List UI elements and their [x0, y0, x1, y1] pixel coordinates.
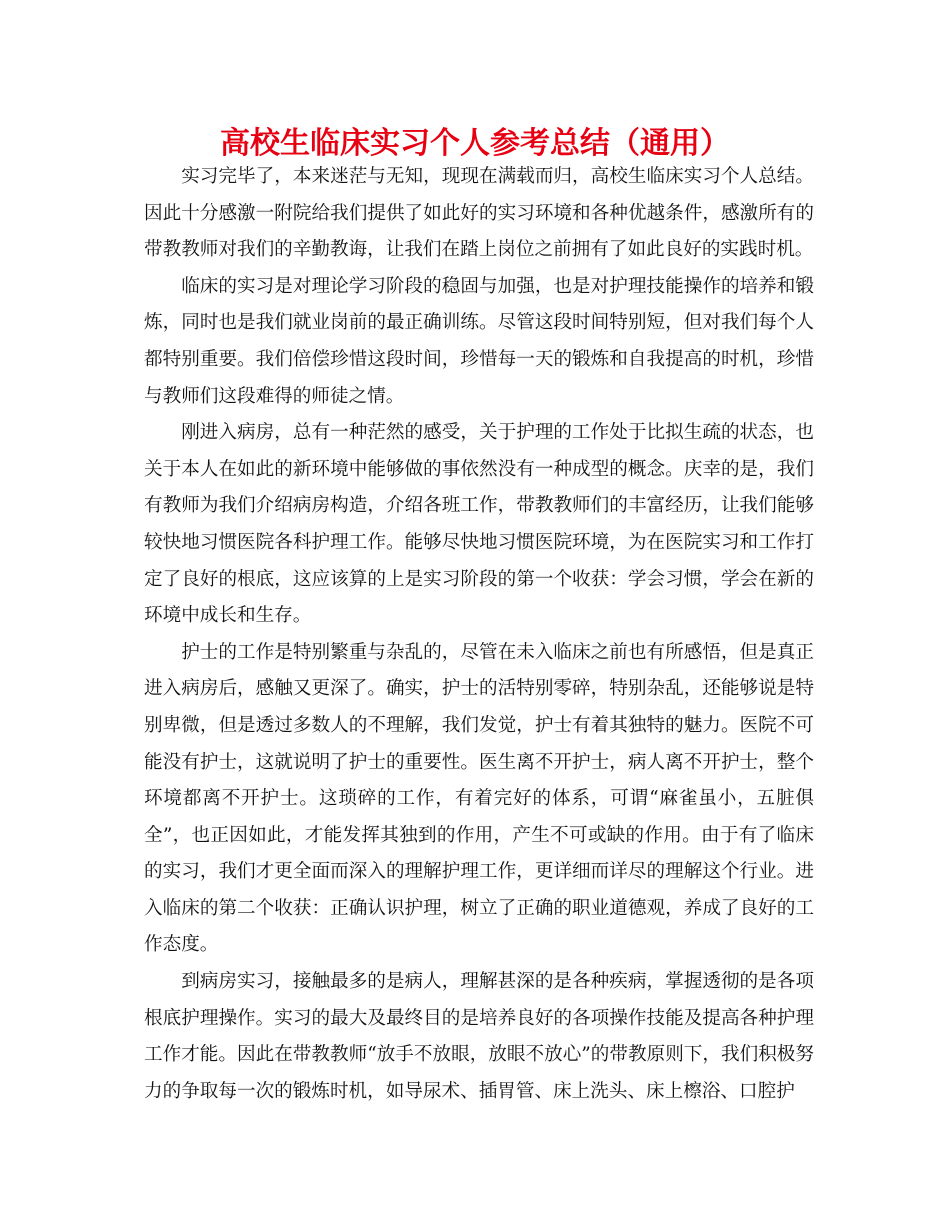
document-title: 高校生临床实习个人参考总结（通用）	[220, 126, 730, 161]
paragraph-5: 到病房实习，接触最多的是病人，理解甚深的是各种疾病，掌握透彻的是各项根底护理操作。实习的最大及最终目的是培养良好的各项操作技能及提高各种护理工作才能。因此在带教教师“放手不放眼，放眼不放心”的带教原则下，我们积极努力的争取每一次的锻炼时机，如导尿术、插胃管、床上洗头、床上檫浴、口腔护	[144, 971, 814, 1102]
paragraph-2: 临床的实习是对理论学习阶段的稳固与加强，也是对护理技能操作的培养和锻炼，同时也是我们就业岗前的最正确训练。尽管这段时间特别短，但对我们每个人都特别重要。我们倍偿珍惜这段时间，珍惜每一天的锻炼和自我提高的时机，珍惜与教师们这段难得的师徒之情。	[144, 275, 814, 407]
paragraph-4: 护士的工作是特别繁重与杂乱的，尽管在未入临床之前也有所感悟，但是真正进入病房后，感触又更深了。确实，护士的活特别零碎，特别杂乱，还能够说是特别卑微，但是透过多数人的不理解，我们发觉，护士有着其独特的魅力。医院不可能没有护士，这就说明了护士的重要性。医生离不开护士，病人离不开护士，整个环境都离不开护士。这琐碎的工作，有着完好的体系，可谓“麻雀虽小，五脏俱全”，也正因如此，才能发挥其独到的作用，产生不可或缺的作用。由于有了临床的实习，我们才更全面而深入的理解护理工作，更详细而详尽的理解这个行业。进入临床的第二个收获：正确认识护理，树立了正确的职业道德观，养成了良好的工作态度。	[144, 641, 814, 956]
paragraph-1: 实习完毕了，本来迷茫与无知，现现在满载而归，高校生临床实习个人总结。因此十分感激一附院给我们提供了如此好的实习环境和各种优越条件，感激所有的带教教师对我们的辛勤教诲，让我们在踏上岗位之前拥有了如此良好的实践时机。	[144, 166, 814, 261]
paragraph-3: 刚进入病房，总有一种茫然的感受，关于护理的工作处于比拟生疏的状态，也关于本人在如此的新环境中能够做的事依然没有一种成型的概念。庆幸的是，我们有教师为我们介绍病房构造，介绍各班工作，带教教师们的丰富经历，让我们能够较快地习惯医院各科护理工作。能够尽快地习惯医院环境，为在医院实习和工作打定了良好的根底，这应该算的上是实习阶段的第一个收获：学会习惯，学会在新的环境中成长和生存。	[144, 422, 814, 627]
document-body	[144, 159, 814, 1110]
